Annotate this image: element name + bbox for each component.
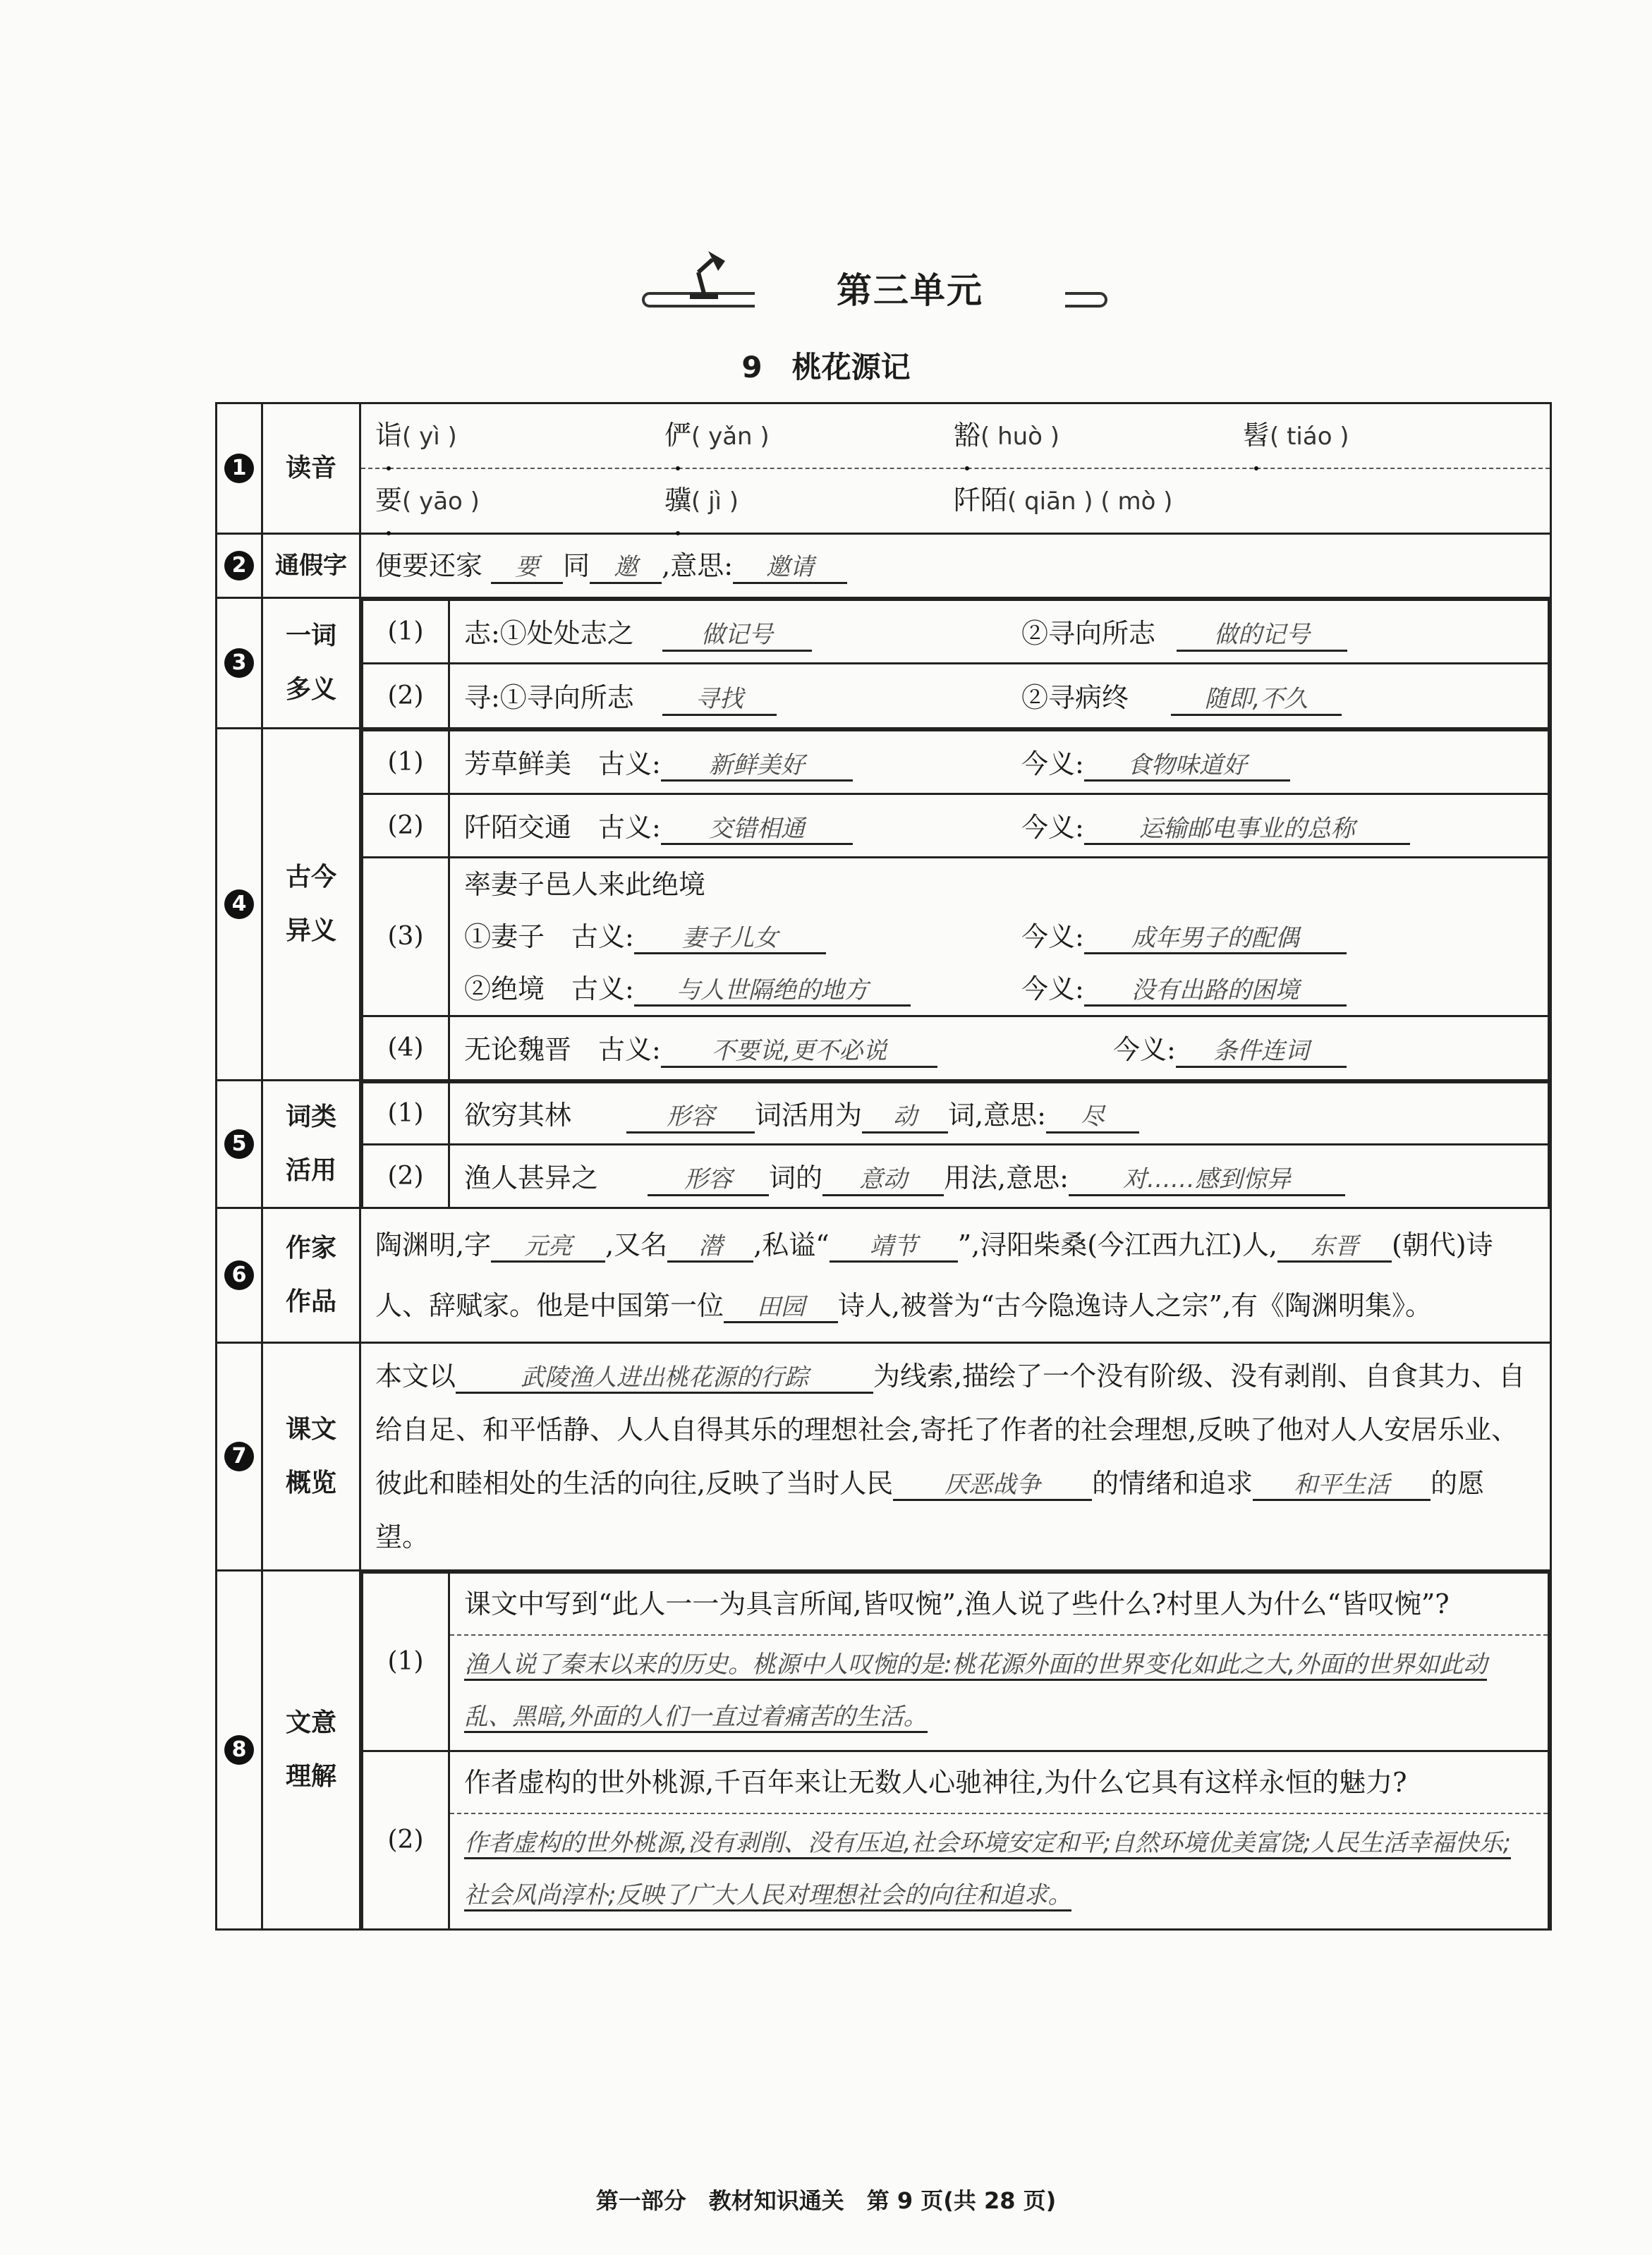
section-number: 7 xyxy=(224,1442,254,1471)
section-number: 1 xyxy=(224,454,254,483)
answer-text: 邀请 xyxy=(733,553,847,584)
label-line: 异义 xyxy=(285,916,336,945)
section-label xyxy=(262,1570,360,1929)
answer-text: 运输邮电事业的总称 xyxy=(1084,815,1410,846)
item-number: (1) xyxy=(363,1083,449,1145)
question-text: 用法,意思: xyxy=(944,1162,1069,1193)
section-number: 5 xyxy=(224,1129,254,1159)
field-label: 古义: xyxy=(598,811,661,843)
item-number: (1) xyxy=(363,600,449,664)
answer-text: 与人世隔绝的地方 xyxy=(634,976,911,1007)
unit-title: 第三单元 xyxy=(755,262,1065,313)
answer-text: 田园 xyxy=(724,1293,838,1324)
answer-text: 厌恶战争 xyxy=(893,1471,1092,1502)
label-line: 作品 xyxy=(285,1287,336,1316)
answer-text: 作者虚构的世外桃源,没有剥削、没有压迫,社会环境安定和平;自然环境优美富饶;人民生活幸福快乐;社会风尚淳朴;反映了广大人民对理想社会的向往和追求。 xyxy=(464,1829,1511,1911)
section-label xyxy=(262,1208,360,1342)
question-text: 阡陌交通 xyxy=(464,811,572,843)
answer-text: 元亮 xyxy=(491,1232,605,1263)
label-line: 文意 xyxy=(285,1708,336,1737)
section-label xyxy=(262,1081,360,1208)
question-text: 作者虚构的世外桃源,千百年来让无数人心驰神往,为什么它具有这样永恒的魅力? xyxy=(450,1752,1548,1814)
question-text: 志:①处处志之 xyxy=(464,618,634,650)
pinyin: ( jì ) xyxy=(691,487,739,516)
answer-text: 食物味道好 xyxy=(1084,751,1290,782)
field-label: 今义: xyxy=(1021,920,1084,952)
section-number: 4 xyxy=(224,889,254,919)
answer-text: 没有出路的困境 xyxy=(1084,976,1347,1007)
pronunciation-char: 髫 xyxy=(1243,404,1270,466)
question-text: 渔人甚异之 xyxy=(464,1162,599,1193)
answer-text: 和平生活 xyxy=(1253,1471,1431,1502)
label-line: 词类 xyxy=(285,1102,336,1131)
pinyin: ( huò ) xyxy=(980,423,1060,451)
question-text: 芳草鲜美 xyxy=(464,748,572,779)
pronunciation-char: 阡陌 xyxy=(954,485,1008,516)
label-line: 理解 xyxy=(285,1761,336,1791)
item-number: (2) xyxy=(363,664,449,727)
field-label: 古义: xyxy=(571,920,634,952)
section-number: 2 xyxy=(224,551,254,581)
answer-text: 条件连词 xyxy=(1176,1037,1347,1068)
section-loan-characters xyxy=(217,534,1551,598)
section-number: 3 xyxy=(224,648,254,678)
body-text: 诗人,被誉为“古今隐逸诗人之宗”,有《陶渊明集》。 xyxy=(838,1289,1433,1321)
meaning-subtable xyxy=(361,729,1550,1080)
answer-text: 对……感到惊异 xyxy=(1069,1165,1345,1196)
pronunciation-char: 诣 xyxy=(375,404,402,466)
question-text: 便要还家 xyxy=(375,550,483,581)
pinyin: ( yì ) xyxy=(402,423,457,451)
question-text: 欲穷其林 xyxy=(464,1100,572,1131)
pronunciation-char: 骥 xyxy=(664,469,691,531)
body-text: ,私谥“ xyxy=(753,1229,830,1260)
meaning-row xyxy=(363,1016,1549,1079)
body-text: 陶渊明,字 xyxy=(375,1229,492,1260)
section-label xyxy=(262,728,360,1081)
question-text: 寻:①寻向所志 xyxy=(464,681,634,713)
overview-paragraph xyxy=(361,1344,1550,1569)
section-polysemy xyxy=(217,598,1551,729)
pronunciation-row xyxy=(361,404,1550,469)
item-number: (2) xyxy=(363,794,449,857)
answer-text: 渔人说了秦末以来的历史。桃源中人叹惋的是:桃花源外面的世界变化如此之大,外面的世界如此动乱、黑暗,外面的人们一直过着痛苦的生活。 xyxy=(464,1651,1487,1733)
usage-subtable xyxy=(361,1081,1550,1207)
pinyin: ( yǎn ) xyxy=(691,423,770,451)
body-text: 为线索,描绘了一个没有阶级、没有剥削、自食其力、自给自足、和平恬静、人人自得其乐的理想社会,寄托了作者的社会理想,反映了他对人人安居乐业、彼此和睦相处的生活的向往,反映了当时人民 xyxy=(375,1360,1526,1499)
body-text: (朝代)诗人、辞赋家。他是中国第一位 xyxy=(375,1229,1493,1321)
question-text: 词,意思: xyxy=(948,1100,1046,1131)
item-number: (3) xyxy=(363,857,449,1016)
field-label: 今义: xyxy=(1021,973,1084,1004)
question-text: 课文中写到“此人一一为具言所闻,皆叹惋”,渔人说了些什么?村里人为什么“皆叹惋”? xyxy=(450,1574,1548,1636)
pinyin: ( yāo ) xyxy=(402,487,480,516)
field-label: 古义: xyxy=(598,1034,661,1066)
item-number: (1) xyxy=(363,730,449,794)
question-text: ①妻子 xyxy=(464,920,545,952)
meaning-row xyxy=(363,857,1549,1016)
unit-banner xyxy=(642,268,1107,317)
pronunciation-char: 豁 xyxy=(954,404,980,466)
section-label xyxy=(262,1342,360,1570)
lesson-title: 9 桃花源记 xyxy=(741,350,911,384)
body-text: ”,浔阳柴桑(今江西九江)人, xyxy=(957,1229,1277,1260)
pronunciation-char: 要 xyxy=(375,469,402,531)
knowledge-table xyxy=(215,402,1552,1931)
answer-text: 形容 xyxy=(626,1102,755,1133)
answer-text: 新鲜美好 xyxy=(661,751,853,782)
question-text: ②绝境 xyxy=(464,973,545,1004)
polysemy-row xyxy=(363,600,1549,664)
item-number: (1) xyxy=(363,1572,449,1751)
body-text: 的愿望。 xyxy=(375,1467,1485,1552)
item-number: (4) xyxy=(363,1016,449,1079)
question-text: ②寻向所志 xyxy=(1021,618,1156,650)
label-line: 作家 xyxy=(285,1233,336,1263)
answer-text: 形容 xyxy=(648,1165,769,1196)
label-line: 概览 xyxy=(285,1468,336,1497)
author-paragraph xyxy=(361,1209,1550,1342)
section-pronunciation xyxy=(217,403,1551,534)
comprehension-subtable xyxy=(361,1572,1550,1928)
body-text: 的情绪和追求 xyxy=(1092,1467,1253,1499)
field-label: 今义: xyxy=(1021,811,1084,843)
section-number: 6 xyxy=(224,1260,254,1290)
field-label: 今义: xyxy=(1113,1034,1176,1066)
pinyin: ( tiáo ) xyxy=(1270,423,1349,451)
comprehension-item xyxy=(363,1751,1549,1928)
section-text-overview xyxy=(217,1342,1551,1570)
answer-text: 动 xyxy=(862,1102,948,1133)
item-number: (2) xyxy=(363,1751,449,1928)
label-line: 古今 xyxy=(285,862,336,892)
field-label: 今义: xyxy=(1021,748,1084,779)
comprehension-item xyxy=(363,1572,1549,1751)
answer-text: 交错相通 xyxy=(661,815,853,846)
question-text: 无论魏晋 xyxy=(464,1034,572,1066)
meaning-row xyxy=(363,794,1549,857)
section-label xyxy=(262,598,360,729)
answer-text: 随即,不久 xyxy=(1171,685,1342,716)
section-word-class-usage xyxy=(217,1081,1551,1208)
item-number: (2) xyxy=(363,1145,449,1207)
answer-text: 潜 xyxy=(667,1232,753,1263)
field-label: 古义: xyxy=(598,748,661,779)
body-text: 本文以 xyxy=(375,1360,456,1392)
answer-text: 寻找 xyxy=(662,685,777,716)
loan-character-row xyxy=(361,535,1550,597)
usage-row xyxy=(363,1145,1549,1207)
section-author-works xyxy=(217,1208,1551,1342)
answer-text: 东晋 xyxy=(1277,1232,1392,1263)
answer-text: 靖节 xyxy=(830,1232,958,1263)
question-text: 同 xyxy=(563,550,590,581)
answer-text: 做记号 xyxy=(662,621,812,652)
question-text: ,意思: xyxy=(662,550,734,581)
label-line: 一词 xyxy=(285,621,336,650)
question-text: ②寻病终 xyxy=(1021,681,1129,713)
label-line: 多义 xyxy=(285,674,336,704)
field-label: 古义: xyxy=(571,973,634,1004)
meaning-row xyxy=(363,730,1549,794)
answer-text: 做的记号 xyxy=(1177,621,1347,652)
answer-text: 成年男子的配偶 xyxy=(1084,924,1347,955)
answer-text: 意动 xyxy=(822,1165,944,1196)
pronunciation-row xyxy=(361,469,1550,533)
page-footer: 第一部分 教材知识通关 第 9 页(共 28 页) xyxy=(595,2187,1057,2214)
polysemy-subtable xyxy=(361,599,1550,727)
label-line: 活用 xyxy=(285,1155,336,1185)
pinyin: ( qiān ) ( mò ) xyxy=(1007,487,1173,516)
body-text: ,又名 xyxy=(605,1229,668,1260)
section-comprehension xyxy=(217,1570,1551,1929)
answer-text: 不要说,更不必说 xyxy=(661,1037,937,1068)
label-line: 课文 xyxy=(285,1414,336,1444)
question-text: 词活用为 xyxy=(755,1100,863,1131)
answer-text: 尽 xyxy=(1046,1102,1139,1133)
question-text: 率妻子邑人来此绝境 xyxy=(464,868,706,900)
question-text: 词的 xyxy=(769,1162,823,1193)
polysemy-row xyxy=(363,664,1549,727)
section-number: 8 xyxy=(224,1735,254,1765)
section-ancient-modern-meaning xyxy=(217,728,1551,1081)
answer-text: 要 xyxy=(491,553,563,584)
section-label: 通假字 xyxy=(262,534,360,598)
answer-text: 邀 xyxy=(590,553,662,584)
desk-lamp-icon xyxy=(677,247,734,303)
pronunciation-char: 俨 xyxy=(664,404,691,466)
usage-row xyxy=(363,1083,1549,1145)
answer-text: 武陵渔人进出桃花源的行踪 xyxy=(456,1363,873,1394)
answer-text: 妻子儿女 xyxy=(634,924,826,955)
section-label: 读音 xyxy=(262,403,360,534)
